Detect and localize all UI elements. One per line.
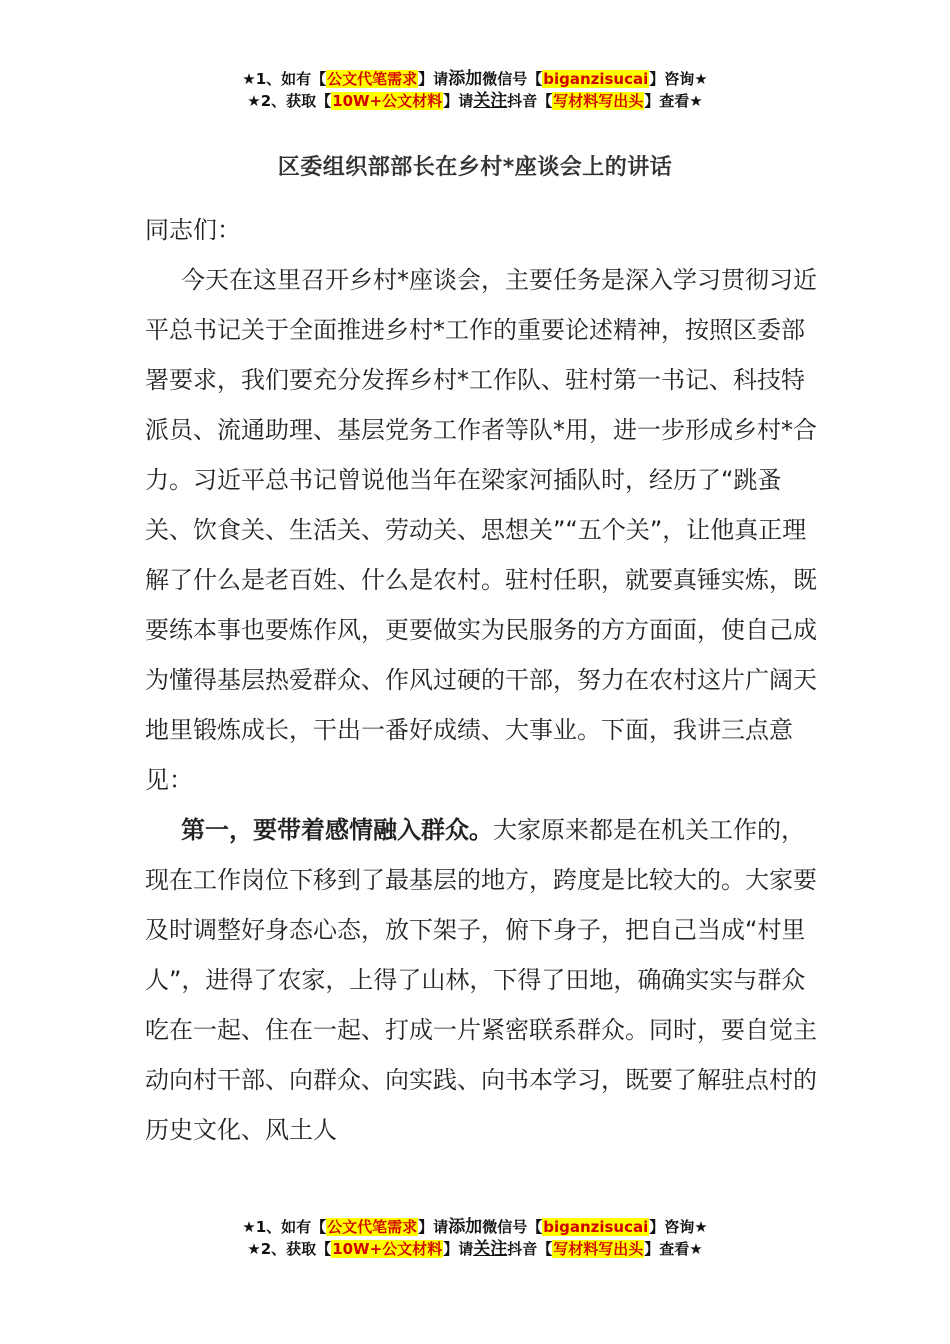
- point-one-text: 大家原来都是在机关工作的，现在工作岗位下移到了最基层的地方，跨度是比较大的。大家要及时调整好身态心态，放下架子，俯下身子，把自己当成“村里人”，进得了农家，上得了山林，下得了田地，确确实实与群众吃在一起、住在一起、打成一片紧密联系群众。同时，要自觉主动向村干部、向群众、向实践、向书本学习，既要了解驻点村的历史文化、风土人: [145, 816, 817, 1144]
- star-icon: ★: [694, 70, 708, 88]
- star-icon: ★: [689, 92, 703, 110]
- header-banner: [0, 68, 950, 112]
- star-icon: ★: [242, 1218, 256, 1236]
- banner-line-2: ★2、获取【10W+公文材料】请关注抖音【写材料写出头】查看★: [247, 91, 703, 111]
- paragraph-point-one: [145, 805, 825, 1155]
- highlight-materials: 10W+公文材料: [332, 1240, 443, 1258]
- paragraph-intro: 今天在这里召开乡村*座谈会，主要任务是深入学习贯彻习近平总书记关于全面推进乡村*工作的重要论述精神，按照区委部署要求，我们要充分发挥乡村*工作队、驻村第一书记、科技特派员、流通助理、基层党务工作者等队*用，进一步形成乡村*合力。习近平总书记曾说他当年在梁家河插队时，经历了“跳蚤关、饮食关、生活关、劳动关、思想关”“五个关”，让他真正理解了什么是老百姓、什么是农村。驻村任职，就要真锤实炼，既要练本事也要炼作风，更要做实为民服务的方方面面，使自己成为懂得基层热爱群众、作风过硬的干部，努力在农村这片广阔天地里锻炼成长，干出一番好成绩、大事业。下面，我讲三点意见：: [145, 266, 817, 794]
- banner-line-2: ★2、获取【10W+公文材料】请关注抖音【写材料写出头】查看★: [247, 1239, 703, 1259]
- highlight-service: 公文代笔需求: [327, 1218, 418, 1236]
- star-icon: ★: [242, 70, 256, 88]
- point-one-heading: 第一，要带着感情融入群众。: [181, 816, 493, 844]
- document-body: [145, 205, 825, 1155]
- salutation: 同志们：: [145, 216, 241, 244]
- star-icon: ★: [247, 92, 261, 110]
- highlight-service: 公文代笔需求: [327, 70, 418, 88]
- banner-line-1: ★1、如有【公文代笔需求】请添加微信号【biganzisucai】咨询★: [242, 1217, 708, 1237]
- star-icon: ★: [689, 1240, 703, 1258]
- banner-line-1: ★1、如有【公文代笔需求】请添加微信号【biganzisucai】咨询★: [242, 69, 708, 89]
- highlight-materials: 10W+公文材料: [332, 92, 443, 110]
- highlight-wechat-id: biganzisucai: [543, 70, 649, 88]
- highlight-douyin-account: 写材料写出头: [553, 1240, 644, 1258]
- highlight-douyin-account: 写材料写出头: [553, 92, 644, 110]
- document-title: 区委组织部部长在乡村*座谈会上的讲话: [277, 155, 673, 180]
- highlight-wechat-id: biganzisucai: [543, 1218, 649, 1236]
- star-icon: ★: [247, 1240, 261, 1258]
- footer-banner: [0, 1216, 950, 1260]
- star-icon: ★: [694, 1218, 708, 1236]
